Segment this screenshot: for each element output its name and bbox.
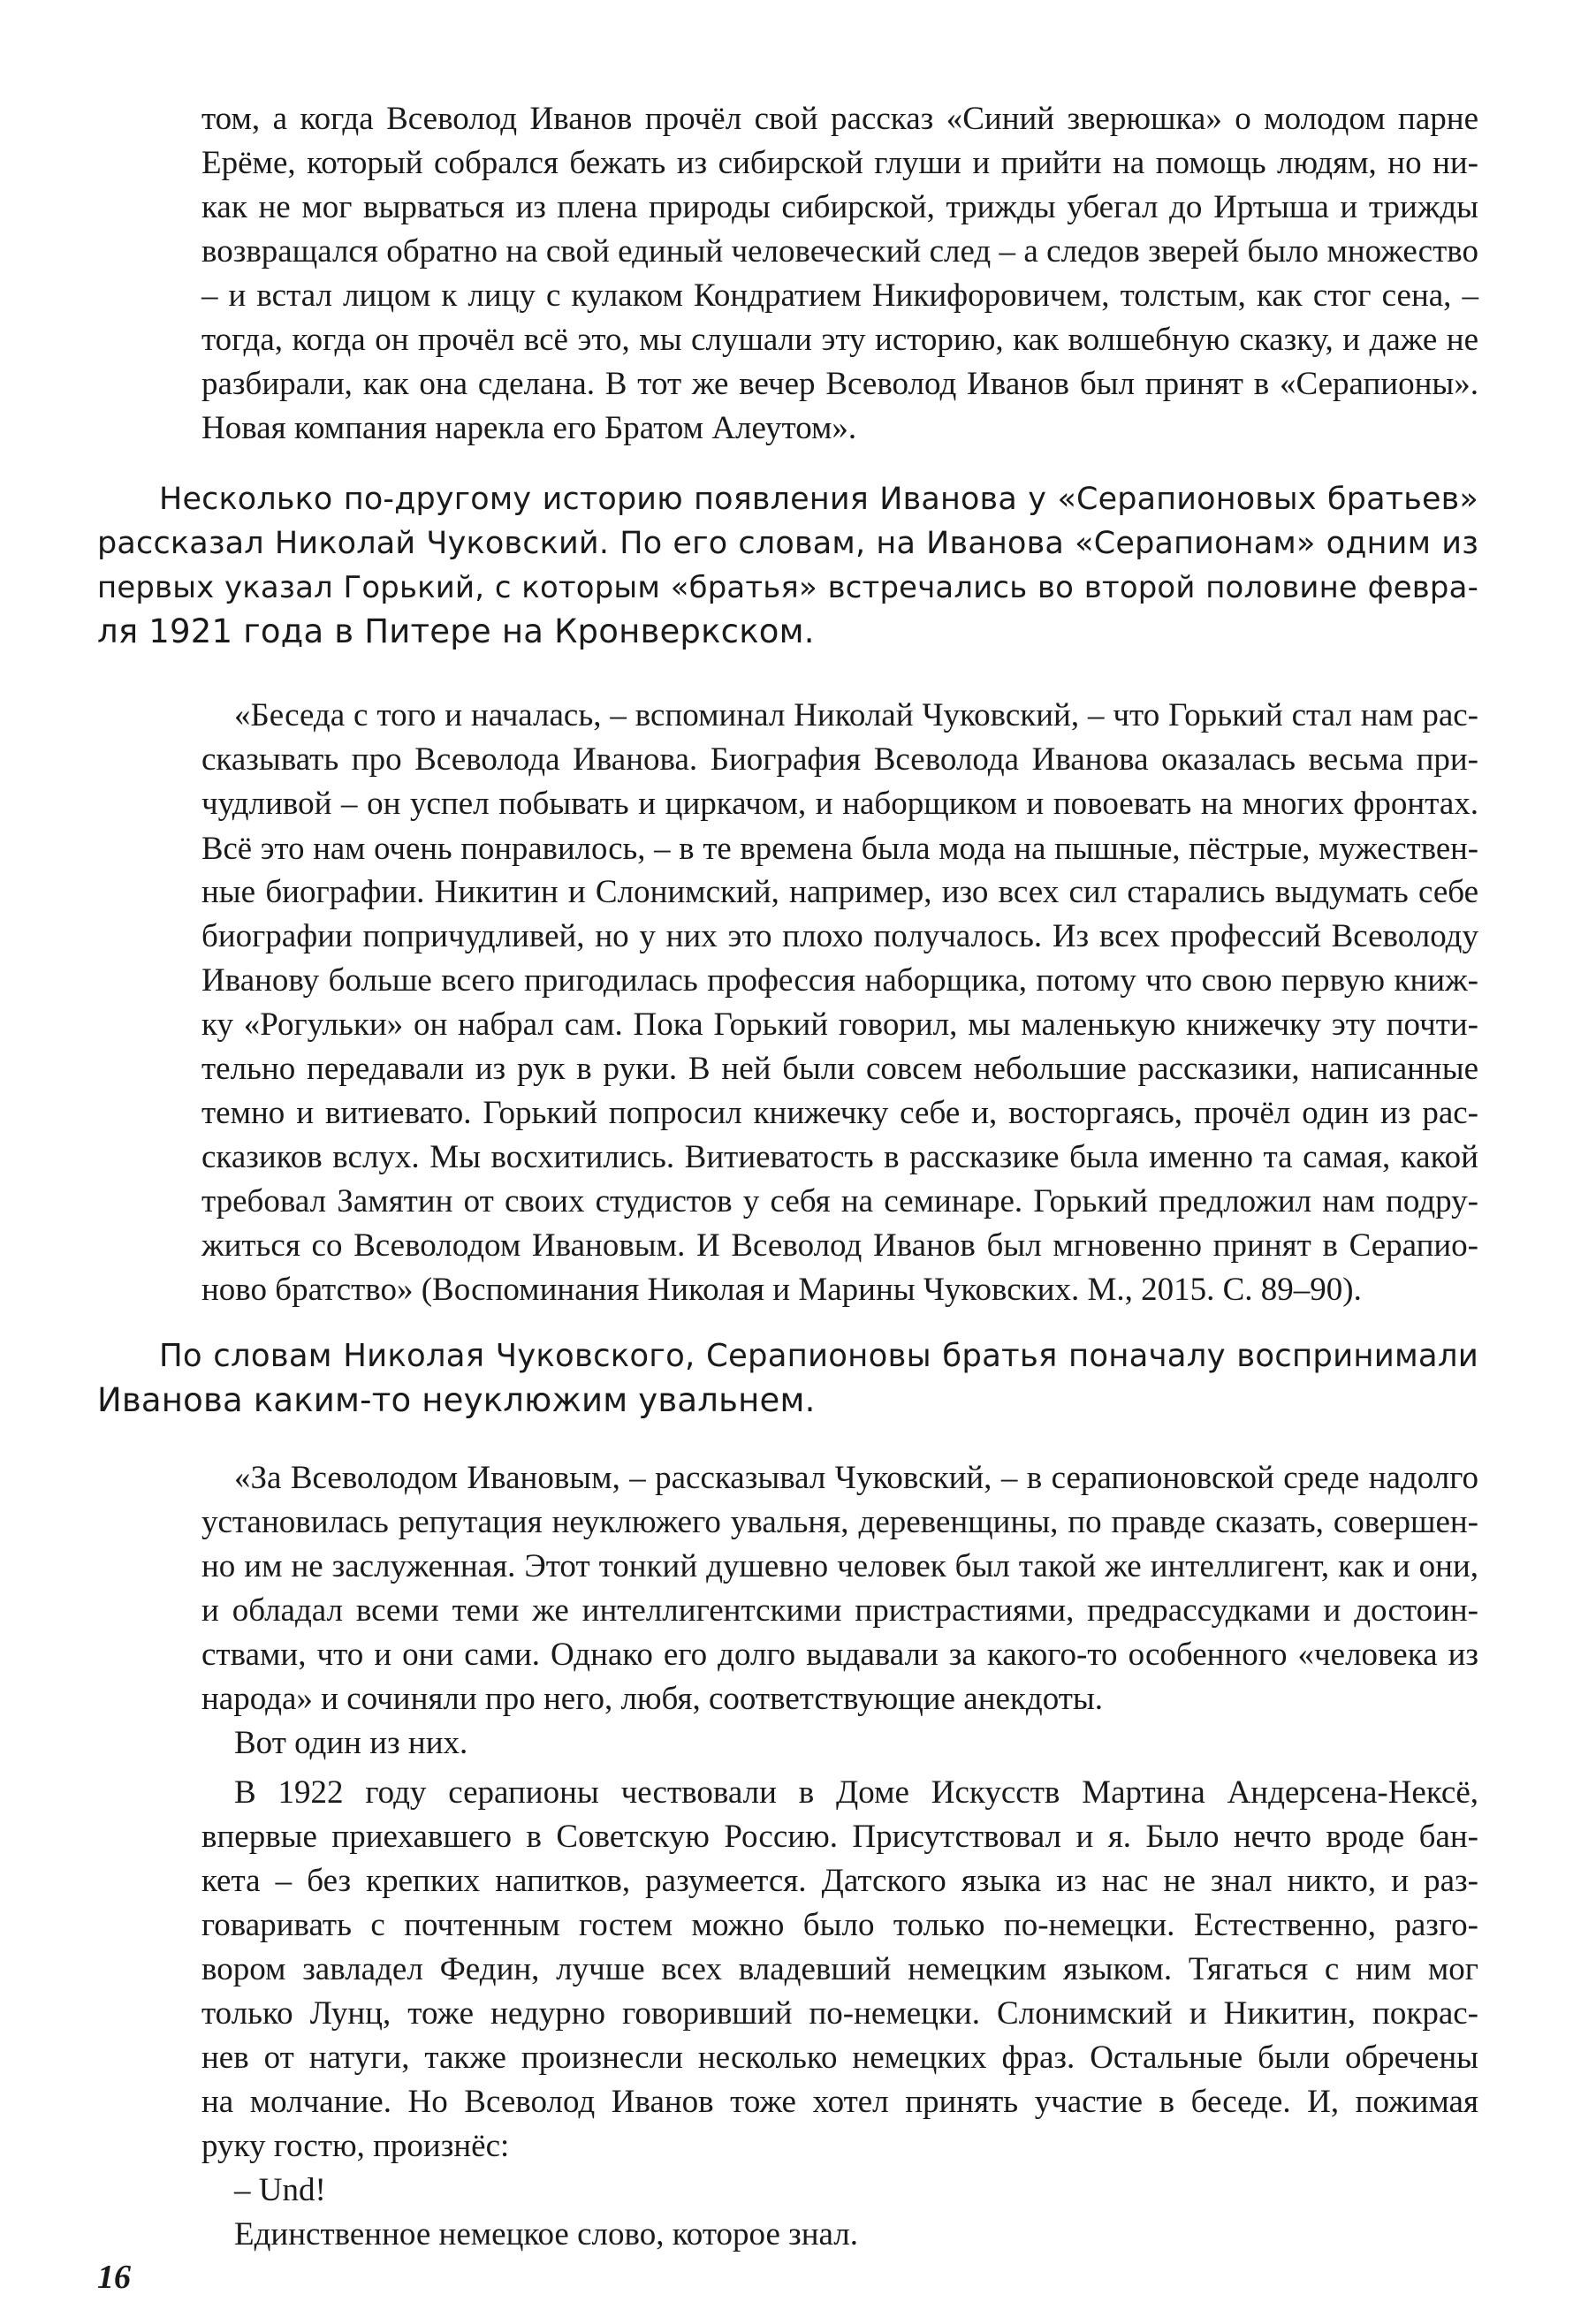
text-line: темно и витиевато. Горький попросил книжечку себе и, восторгаясь, прочёл один из рас- — [201, 1095, 1478, 1131]
text-line: руку гостю, произнёс: — [201, 2128, 510, 2164]
text-line: кета – без крепких напитков, разумеется. Датского языка из нас не знал никто, и раз- — [201, 1863, 1478, 1899]
text-line: ля 1921 года в Питере на Кронверкском. — [97, 612, 815, 650]
text-line: возвращался обратно на свой единый человеческий след – а следов зверей было множество — [201, 233, 1478, 270]
text-line: По словам Николая Чуковского, Серапионовы братья поначалу воспринимали — [159, 1338, 1478, 1374]
text-line: Новая компания нарекла его Братом Алеутом». — [201, 410, 857, 446]
text-line: ствами, что и они сами. Однако его долго выдавали за какого-то особенного «человека из — [201, 1637, 1478, 1673]
text-line: первых указал Горький, с которым «братья» встречались во второй половине февра- — [97, 570, 1478, 604]
text-line: тогда, когда он прочёл всё это, мы слушали эту историю, как волшебную сказку, и даже не — [201, 322, 1478, 358]
text-line: но им не заслуженная. Этот тонкий душевно человек был такой же интеллигент, как и они, — [201, 1548, 1478, 1584]
text-line: разбирали, как она сделана. В тот же вечер Всеволод Иванов был принят в «Серапионы». — [201, 366, 1478, 402]
text-line: вором завладел Федин, лучше всех владевший немецким языком. Тягаться с ним мог — [201, 1951, 1478, 1987]
text-line: ные биографии. Никитин и Слонимский, например, изо всех сил старались выдумать себе — [201, 874, 1478, 910]
text-line: «За Всеволодом Ивановым, – рассказывал Чуковский, – в серапионовской среде надолго — [234, 1460, 1478, 1496]
text-line: В 1922 году серапионы чествовали в Доме Искусств Мартина Андерсена-Нексё, — [234, 1774, 1478, 1811]
text-line: Вот один из них. — [234, 1725, 468, 1761]
page-number: 16 — [97, 2259, 131, 2296]
text-line: – и встал лицом к лицу с кулаком Кондратием Никифоровичем, толстым, как стог сена, – — [201, 277, 1478, 314]
text-line: сказиков вслух. Мы восхитились. Витиеватость в рассказике была именно та самая, какой — [201, 1139, 1478, 1175]
text-line: Ерёме, который собрался бежать из сибирской глуши и прийти на помощь людям, но ни- — [201, 145, 1478, 181]
text-line: требовал Замятин от своих студистов у себя на семинаре. Горький предложил нам подру- — [201, 1183, 1478, 1219]
text-line: на молчание. Но Всеволод Иванов тоже хотел принять участие в беседе. И, пожимая — [201, 2084, 1478, 2120]
text-line: житься со Всеволодом Ивановым. И Всеволод Иванов был мгновенно принят в Серапио- — [201, 1227, 1478, 1264]
text-line: Иванову больше всего пригодилась профессия наборщика, потому что свою первую книж- — [201, 962, 1478, 999]
text-line: Несколько по-другому историю появления Иванова у «Серапионовых братьев» — [159, 482, 1478, 517]
text-line: говаривать с почтенным гостем можно было только по-немецки. Естественно, разго- — [201, 1907, 1478, 1943]
text-line: Единственное немецкое слово, которое знал. — [234, 2216, 858, 2252]
text-line: Иванова каким-то неуклюжим увальнем. — [97, 1381, 816, 1419]
text-line: установилась репутация неуклюжего увальня, деревенщины, по правде сказать, совершен- — [201, 1504, 1478, 1540]
text-line: рассказал Николай Чуковский. По его словам, на Иванова «Серапионам» одним из — [97, 526, 1478, 561]
text-line: ново братство» (Воспоминания Николая и Марины Чуковских. М., 2015. С. 89–90). — [201, 1272, 1362, 1308]
text-line: сказывать про Всеволода Иванова. Биография Всеволода Иванова оказалась весьма при- — [201, 741, 1478, 778]
text-line: тельно передавали из рук в руки. В ней были совсем небольшие рассказики, написанные — [201, 1051, 1478, 1087]
text-line: биографии попричудливей, но у них это плохо получалось. Из всех профессий Всеволоду — [201, 918, 1478, 954]
text-line: как не мог вырваться из плена природы сибирской, трижды убегал до Иртыша и трижды — [201, 189, 1478, 225]
text-line: народа» и сочиняли про него, любя, соответствующие анекдоты. — [201, 1681, 1104, 1717]
text-line: и обладал всеми теми же интеллигентскими пристрастиями, предрассудками и достоин- — [201, 1592, 1478, 1629]
text-line: чудливой – он успел побывать и циркачом, и наборщиком и повоевать на многих фронтах. — [201, 786, 1478, 822]
text-line: – Und! — [234, 2172, 326, 2208]
text-line: нев от натуги, также произнесли несколько немецких фраз. Остальные были обречены — [201, 2040, 1478, 2076]
text-line: впервые приехавшего в Советскую Россию. Присутствовал и я. Было нечто вроде бан- — [201, 1819, 1478, 1855]
text-line: Всё это нам очень понравилось, – в те времена была мода на пышные, пёстрые, мужествен- — [201, 830, 1478, 866]
text-line: ку «Рогульки» он набрал сам. Пока Горький говорил, мы маленькую книжечку эту почти- — [201, 1007, 1478, 1043]
text-line: только Лунц, тоже недурно говоривший по-немецки. Слонимский и Никитин, покрас- — [201, 1995, 1478, 2032]
text-line: том, а когда Всеволод Иванов прочёл свой рассказ «Синий зверюшка» о молодом парне — [201, 101, 1478, 137]
text-line: «Беседа с того и началась, – вспоминал Николай Чуковский, – что Горький стал нам рас- — [234, 697, 1478, 733]
